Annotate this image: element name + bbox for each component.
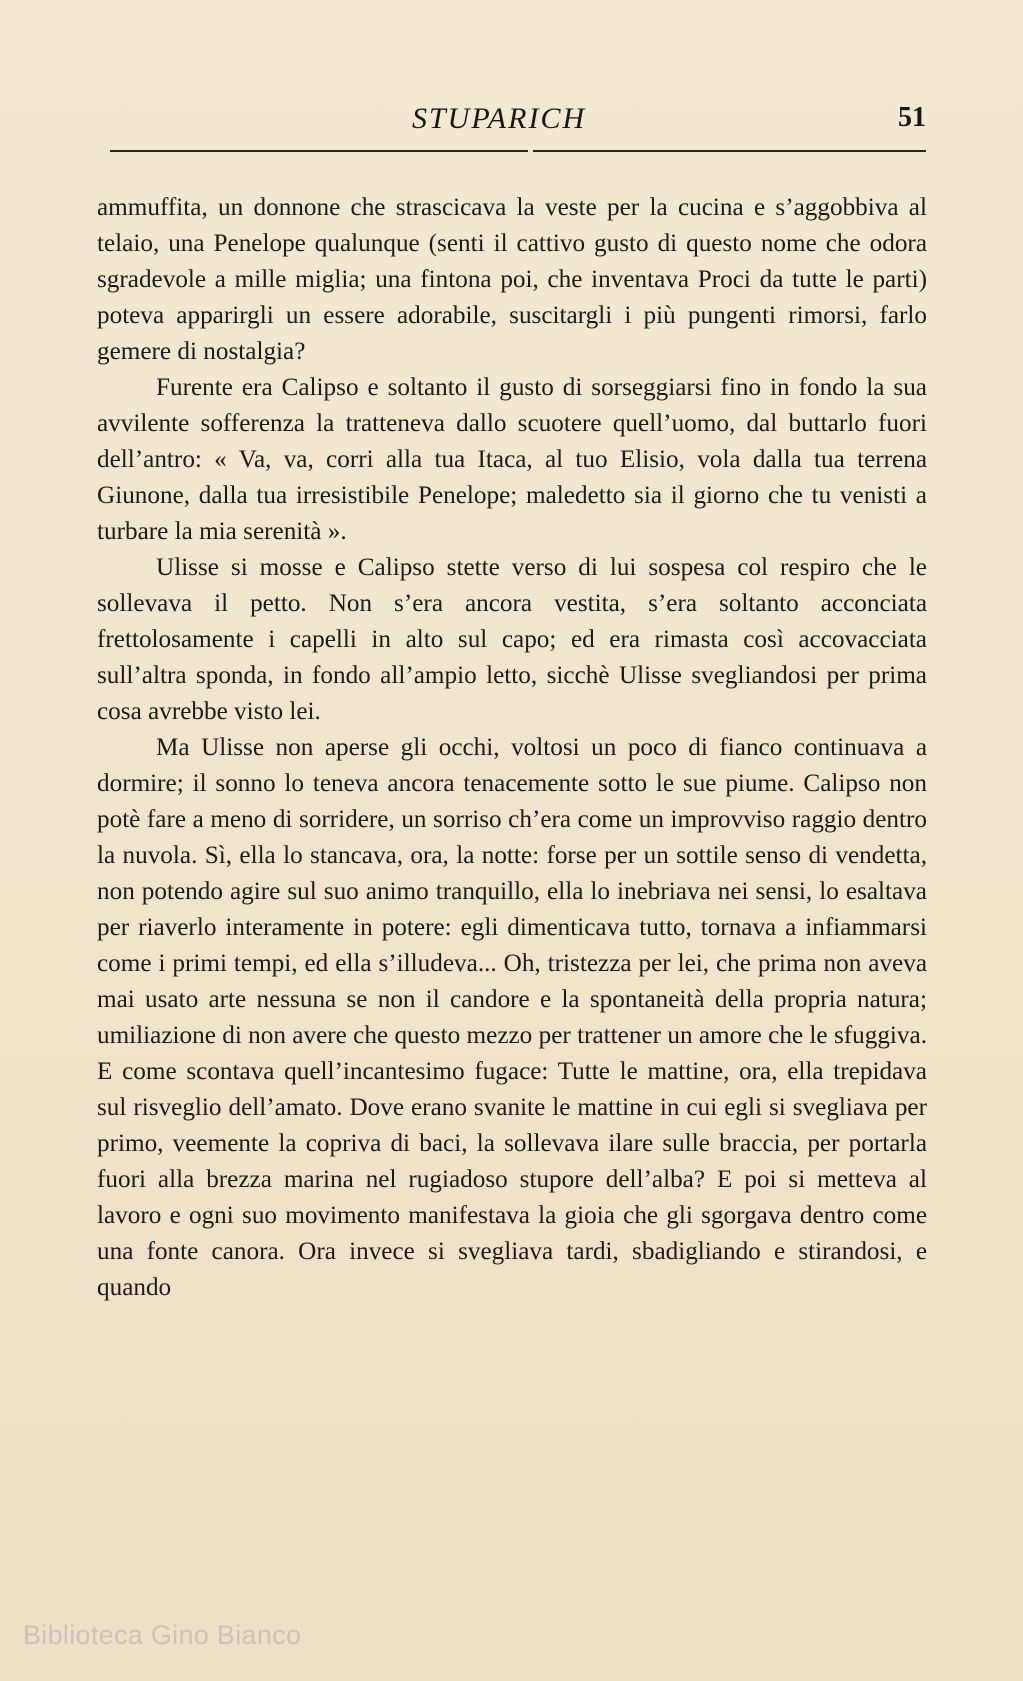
body-text xyxy=(97,190,927,1306)
paragraph-2: Furente era Calipso e soltanto il gusto di sorseggiarsi fino in fondo la sua avvilente sofferenza la tratteneva dallo scuotere quell’uomo, dal buttarlo fuori dell’antro: « Va, va, corri alla tua Itaca, al tuo Elisio, vola dalla tua terrena Giunone, dalla tua irresistibile Penelope; maledetto sia il giorno che tu venisti a turbare la mia serenità ». xyxy=(97,374,927,545)
page-header xyxy=(0,98,1023,138)
paragraph-1: ammuffita, un donnone che strascicava la veste per la cucina e s’aggobbiva al telaio, una Penelope qualunque (senti il cattivo gusto di questo nome che odora sgradevole a mille miglia; una fintona poi, che inventava Proci da tutte le parti) poteva apparirgli un essere adorabile, suscitargli i più pungenti rimorsi, farlo gemere di nostalgia? xyxy=(97,194,927,365)
paragraph-3: Ulisse si mosse e Calipso stette verso di lui sospesa col respiro che le sollevava il petto. Non s’era ancora vestita, s’era soltanto acconciata frettolosamente i capelli in alto sul capo; ed era rimasta così accovacciata sull’altra sponda, in fondo all’ampio letto, sicchè Ulisse svegliandosi per prima cosa avrebbe visto lei. xyxy=(97,554,927,725)
page-number: 51 xyxy=(898,102,926,133)
paragraph-4: Ma Ulisse non aperse gli occhi, voltosi un poco di fianco continuava a dormire; il sonno lo teneva ancora tenacemente sotto le sue piume. Calipso non potè fare a meno di sorridere, un sorriso ch’era come un improvviso raggio dentro la nuvola. Sì, ella lo stancava, ora, la notte: forse per un sottile senso di vendetta, non potendo agire sul suo animo tranquillo, ella lo inebriava nei sensi, lo esaltava per riaverlo interamente in potere: egli dimenticava tutto, tornava a infiammarsi come i primi tempi, ed ella s’illudeva... Oh, tristezza per lei, che prima non aveva mai usato arte nessuna se non il candore e la spontaneità della propria natura; umiliazione di non avere che questo mezzo per trattener un amore che le sfuggiva. E come scontava quell’incantesimo fugace: Tutte le mattine, ora, ella trepidava sul risveglio dell’amato. Dove erano svanite le mattine in cui egli si svegliava per primo, veemente la copriva di baci, la sollevava ilare sulle braccia, per portarla fuori alla brezza marina nel rugiadoso stupore dell’alba? E poi si metteva al lavoro e ogni suo movimento manifestava la gioia che gli sgorgava dentro come una fonte canora. Ora invece si svegliava tardi, sbadigliando e stirandosi, e quando xyxy=(97,734,927,1301)
running-head: STUPARICH xyxy=(412,102,587,135)
header-rule-left xyxy=(110,150,528,152)
library-watermark: Biblioteca Gino Bianco xyxy=(23,1620,302,1650)
header-rule-right xyxy=(533,150,926,152)
